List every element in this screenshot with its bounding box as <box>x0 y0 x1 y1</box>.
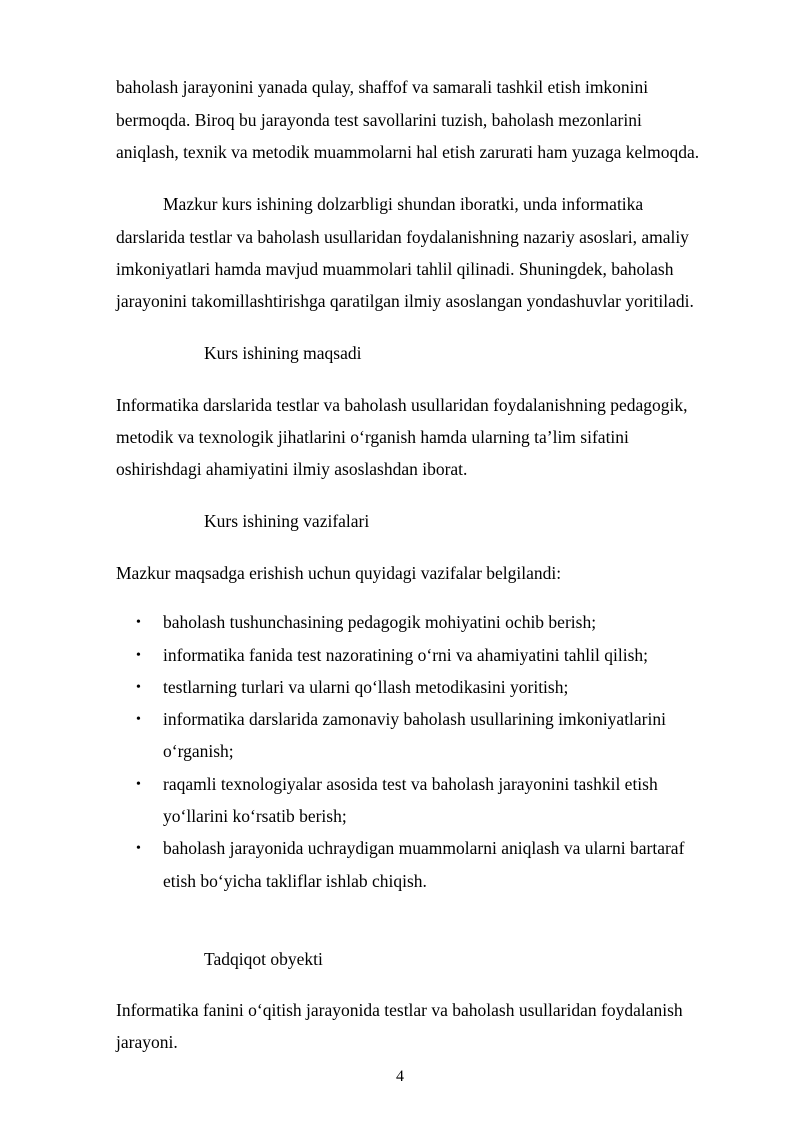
task-item-line: oʻrganish; <box>163 741 234 761</box>
relevance-line: Mazkur kurs ishining dolzarbligi shundan iboratki, unda informatika <box>163 194 644 214</box>
goal-line: oshirishdagi ahamiyatini ilmiy asoslashdan iborat. <box>116 459 468 479</box>
goal-line: metodik va texnologik jihatlarini oʻrganish hamda ularning taʼlim sifatini <box>116 427 629 447</box>
task-item-line: informatika fanida test nazoratining oʻrni va ahamiyatini tahlil qilish; <box>163 645 649 665</box>
bullet-marker: • <box>136 841 141 856</box>
task-item-line: raqamli texnologiyalar asosida test va baholash jarayonini tashkil etish <box>163 774 658 794</box>
task-item-line: informatika darslarida zamonaviy baholash usullarining imkoniyatlarini <box>163 709 666 729</box>
page-number: 4 <box>396 1068 404 1085</box>
goal-line: Informatika darslarida testlar va baholash usullaridan foydalanishning pedagogik, <box>116 395 688 415</box>
task-item-line: baholash tushunchasining pedagogik mohiyatini ochib berish; <box>163 612 597 632</box>
bullet-marker: • <box>136 777 141 792</box>
relevance-line: darslarida testlar va baholash usullaridan foydalanishning nazariy asoslari, amaliy <box>116 227 689 247</box>
tasks-heading: Kurs ishining vazifalari <box>204 511 370 531</box>
bullet-marker: • <box>136 712 141 727</box>
object-heading: Tadqiqot obyekti <box>204 949 323 969</box>
task-item-line: yoʻllarini koʻrsatib berish; <box>163 806 347 826</box>
tasks-intro: Mazkur maqsadga erishish uchun quyidagi vazifalar belgilandi: <box>116 563 562 583</box>
bullet-marker: • <box>136 680 141 695</box>
task-item-line: baholash jarayonida uchraydigan muammolarni aniqlash va ularni bartaraf <box>163 838 685 858</box>
goal-heading: Kurs ishining maqsadi <box>204 343 362 363</box>
intro-line: aniqlash, texnik va metodik muammolarni hal etish zarurati ham yuzaga kelmoqda. <box>116 142 700 162</box>
object-line: jarayoni. <box>116 1032 178 1052</box>
intro-line: baholash jarayonini yanada qulay, shaffof va samarali tashkil etish imkonini <box>116 77 649 97</box>
task-item-line: etish boʻyicha takliflar ishlab chiqish. <box>163 871 427 891</box>
object-line: Informatika fanini oʻqitish jarayonida testlar va baholash usullaridan foydalanish <box>116 1000 683 1020</box>
relevance-line: imkoniyatlari hamda mavjud muammolari tahlil qilinadi. Shuningdek, baholash <box>116 259 674 279</box>
bullet-marker: • <box>136 615 141 630</box>
intro-line: bermoqda. Biroq bu jarayonda test savollarini tuzish, baholash mezonlarini <box>116 110 642 130</box>
relevance-line: jarayonini takomillashtirishga qaratilgan ilmiy asoslangan yondashuvlar yoritiladi. <box>116 291 694 311</box>
bullet-marker: • <box>136 648 141 663</box>
task-item-line: testlarning turlari va ularni qoʻllash metodikasini yoritish; <box>163 677 569 697</box>
